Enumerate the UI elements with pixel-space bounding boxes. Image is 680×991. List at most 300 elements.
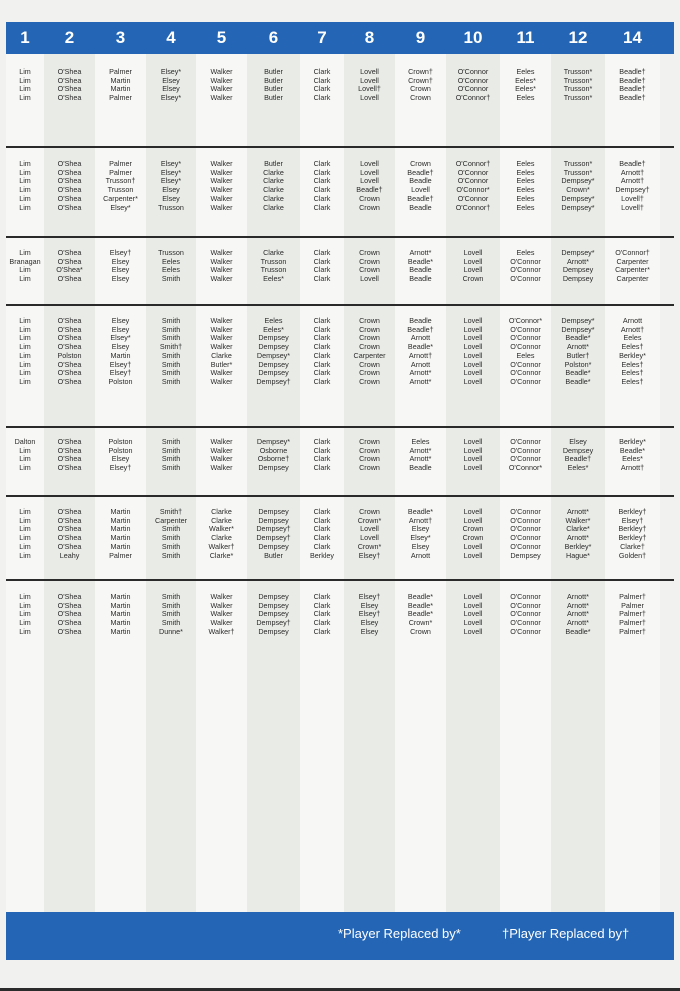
player-cell: Crown [359, 463, 380, 473]
player-cell: Lim [19, 265, 31, 275]
player-cell: O'Connor [510, 324, 541, 334]
player-cell: Elsey [111, 454, 130, 464]
player-cell: Clark [313, 75, 331, 85]
player-cell: Butler* [210, 359, 233, 369]
player-cell: Eeles [516, 193, 535, 203]
player-cell: Walker [210, 248, 233, 257]
player-cell: Lim [19, 454, 31, 464]
player-cell: Clarke [211, 515, 232, 525]
player-cell: O'Shea [57, 84, 82, 94]
player-cell: Smith [161, 550, 181, 560]
player-cell: O'Connor [510, 618, 541, 628]
player-cell: Elsey† [109, 368, 132, 378]
player-cell: Dempsey [258, 463, 289, 473]
lineup-page [6, 22, 674, 960]
lineup-row [6, 593, 674, 601]
player-cell: Dempsey [510, 550, 541, 560]
player-cell: Smith [161, 454, 181, 464]
player-cell: O'Connor [457, 75, 489, 85]
player-cell: Clark [313, 507, 331, 516]
player-cell: Lim [19, 274, 31, 284]
player-cell: Lovell [463, 350, 483, 360]
player-cell: Beadle† [407, 193, 434, 203]
player-cell: Lim [19, 376, 31, 386]
player-cell: Trusson* [563, 159, 593, 168]
player-cell: O'Connor* [508, 463, 543, 473]
player-cell: Beadle† [356, 185, 383, 195]
player-cell: Clarke [211, 533, 232, 543]
player-cell: Lim [19, 75, 31, 85]
player-cell: O'Connor [510, 445, 541, 455]
player-cell: Elsey* [160, 167, 182, 177]
player-cell: O'Shea [57, 533, 82, 543]
player-cell: Smith [161, 359, 181, 369]
player-cell: Lim [19, 84, 31, 94]
column-number: 11 [516, 28, 535, 47]
player-cell: Eeles† [621, 342, 644, 352]
player-cell: O'Connor [457, 84, 489, 94]
player-cell: Crown [359, 316, 380, 325]
player-cell: Palmer [109, 93, 132, 103]
player-cell: Lim [19, 533, 31, 543]
player-cell: Lovell [463, 626, 483, 636]
lineup-row [6, 68, 674, 76]
player-cell: Eeles* [263, 324, 284, 334]
player-cell: Clark [313, 600, 331, 610]
column-number-header [6, 22, 674, 54]
player-cell: Crown [410, 84, 431, 94]
player-cell: O'Shea [57, 248, 82, 257]
player-cell: O'Connor [510, 626, 541, 636]
player-cell: Berkley [310, 550, 334, 560]
player-cell: Clarke* [209, 550, 234, 560]
column-number: 1 [20, 28, 30, 47]
lineup-row [6, 94, 674, 102]
player-cell: Eeles* [515, 84, 536, 94]
player-cell: Arnott [410, 359, 431, 369]
player-cell: Lovell [360, 533, 379, 543]
player-cell: Dunne* [159, 626, 183, 636]
lineup-row [6, 628, 674, 636]
player-cell: Elsey [569, 437, 587, 446]
player-cell: Eeles [264, 316, 283, 325]
player-cell: Clarke* [566, 524, 590, 534]
player-cell: Elsey† [358, 592, 381, 601]
player-cell: Lovell [463, 333, 483, 343]
player-cell: Smith [161, 445, 181, 455]
player-cell: Dempsey* [561, 316, 595, 325]
player-cell: Carpenter [155, 515, 187, 525]
player-cell: Beadle* [619, 445, 646, 455]
player-cell: Lim [19, 368, 31, 378]
player-cell: Crown [359, 324, 380, 334]
player-cell: Martin [110, 626, 131, 636]
player-cell: Palmer [109, 550, 132, 560]
player-cell: Berkley† [618, 507, 647, 516]
player-cell: Beadle* [565, 333, 591, 343]
player-cell: Dempsey [562, 265, 594, 275]
player-cell: Lim [19, 167, 31, 177]
player-cell: Lim [19, 550, 31, 560]
player-cell: Clark [313, 324, 331, 334]
player-cell: Walker [210, 93, 233, 103]
player-cell: O'Connor [510, 507, 541, 516]
player-cell: Walker [210, 618, 233, 628]
player-cell: Palmer [621, 600, 644, 610]
player-cell: Lovell [463, 515, 483, 525]
player-cell: O'Shea [57, 342, 82, 352]
player-cell: Walker [210, 445, 233, 455]
player-cell: Elsey† [358, 609, 381, 619]
player-cell: Smith [161, 437, 181, 446]
player-cell: Arnott† [408, 350, 433, 360]
player-cell: Walker [210, 324, 233, 334]
player-cell: O'Shea [57, 454, 82, 464]
player-cell: O'Shea [57, 524, 82, 534]
player-cell: Elsey [360, 626, 379, 636]
player-cell: Lovell [463, 256, 483, 266]
player-cell: Martin [110, 515, 131, 525]
player-cell: O'Connor [510, 376, 541, 386]
player-cell: Beadle* [407, 256, 434, 266]
player-cell: O'Shea [57, 193, 82, 203]
player-cell: O'Connor [510, 359, 541, 369]
player-cell: Beadle [409, 316, 432, 325]
player-cell: O'Shea [57, 176, 82, 186]
player-cell: Crown [462, 524, 484, 534]
player-cell: Walker [210, 176, 233, 186]
player-cell: Walker† [208, 626, 235, 636]
player-cell: Clark [313, 185, 331, 195]
match-group [6, 580, 674, 940]
player-cell: O'Shea [57, 515, 82, 525]
player-cell: O'Connor [457, 193, 489, 203]
player-cell: Lim [19, 618, 31, 628]
player-cell: Butler [264, 93, 283, 103]
player-cell: Elsey† [358, 550, 381, 560]
match-group [6, 496, 674, 580]
player-cell: Eeles [516, 248, 535, 257]
player-cell: Clark [313, 533, 331, 543]
player-cell: Walker [210, 368, 233, 378]
player-cell: Golden† [618, 550, 647, 560]
player-cell: O'Shea [57, 600, 82, 610]
player-cell: Crown [410, 626, 431, 636]
player-cell: O'Shea* [56, 265, 83, 275]
player-cell: O'Shea [57, 274, 82, 284]
player-cell: O'Connor [510, 592, 541, 601]
player-cell: Arnott* [567, 618, 589, 628]
player-cell: Palmer† [619, 592, 646, 601]
player-cell: Eeles [516, 202, 535, 212]
player-cell: Elsey* [160, 93, 182, 103]
player-cell: Smith [161, 316, 181, 325]
player-cell: O'Shea [57, 75, 82, 85]
player-cell: Lovell [463, 592, 483, 601]
player-cell: O'Shea [57, 316, 82, 325]
player-cell: Arnott* [567, 342, 589, 352]
lineup-row [6, 204, 674, 212]
player-cell: Carpenter* [615, 265, 650, 275]
player-cell: Martin [110, 75, 131, 85]
player-cell: O'Shea [57, 376, 82, 386]
player-cell: Walker [210, 167, 233, 177]
player-cell: Lim [19, 592, 31, 601]
player-cell: Martin [110, 609, 131, 619]
player-cell: Osborne† [257, 454, 290, 464]
player-cell: O'Connor [510, 600, 541, 610]
column-number: 5 [216, 28, 227, 47]
player-cell: O'Shea [57, 507, 82, 516]
player-cell: Walker* [565, 515, 591, 525]
player-cell: O'Shea [57, 67, 82, 76]
player-cell: O'Connor [510, 515, 541, 525]
player-cell: Elsey* [110, 202, 131, 212]
player-cell: Beadle* [407, 600, 434, 610]
column-number: 12 [568, 28, 588, 47]
player-cell: Lim [19, 541, 31, 551]
player-cell: Dempsey [258, 609, 289, 619]
match-group [6, 305, 674, 427]
player-cell: Clark [313, 541, 331, 551]
player-cell: Crown [359, 445, 380, 455]
player-cell: Crown [359, 193, 380, 203]
player-cell: Clark [313, 515, 331, 525]
player-cell: Eeles [516, 350, 535, 360]
player-cell: Lovell [463, 265, 483, 275]
player-cell: Clarke [263, 193, 284, 203]
player-cell: Eeles* [515, 75, 536, 85]
lineup-row [6, 438, 674, 446]
player-cell: Walker [210, 159, 233, 168]
player-cell: Walker [210, 185, 233, 195]
player-cell: Polston [108, 376, 133, 386]
player-cell: Elsey* [110, 333, 131, 343]
player-cell: Elsey [111, 316, 130, 325]
player-cell: O'Shea [57, 167, 82, 177]
player-cell: Elsey [360, 600, 379, 610]
player-cell: Arnott* [409, 248, 432, 257]
player-cell: Elsey [162, 193, 180, 203]
player-cell: Walker [210, 437, 233, 446]
player-cell: O'Shea [57, 93, 82, 103]
player-cell: Lim [19, 176, 31, 186]
player-cell: Lim [19, 324, 31, 334]
player-cell: Eeles* [263, 274, 284, 284]
player-cell: O'Connor [510, 342, 541, 352]
player-cell: Clark [313, 265, 331, 275]
player-cell: Arnott† [620, 176, 645, 186]
player-cell: Eeles† [621, 368, 644, 378]
player-cell: Carpenter* [103, 193, 138, 203]
player-cell: Arnott† [620, 463, 645, 473]
player-cell: Dempsey† [615, 185, 650, 195]
player-cell: O'Shea [57, 609, 82, 619]
player-cell: Eeles† [621, 376, 644, 386]
player-cell: Lim [19, 350, 31, 360]
player-cell: Eeles [623, 333, 642, 343]
player-cell: Beadle† [619, 93, 646, 103]
player-cell: Dalton [14, 437, 36, 446]
player-cell: Smith† [159, 342, 183, 352]
player-cell: Clarke [263, 176, 284, 186]
player-cell: Dempsey* [256, 350, 291, 360]
column-number: 14 [623, 28, 642, 47]
player-cell: Eeles [516, 176, 535, 186]
player-cell: Walker [210, 463, 233, 473]
player-cell: O'Shea [57, 359, 82, 369]
player-cell: O'Connor [457, 167, 489, 177]
player-cell: Walker [210, 274, 233, 284]
player-cell: Arnott* [567, 600, 589, 610]
player-cell: O'Connor† [615, 248, 650, 257]
player-cell: Elsey* [160, 159, 182, 168]
player-cell: Dempsey* [561, 176, 595, 186]
player-cell: O'Connor† [455, 159, 491, 168]
player-cell: Clark [313, 202, 331, 212]
player-cell: Lim [19, 202, 31, 212]
player-cell: Crown [359, 248, 380, 257]
player-cell: Trusson* [563, 84, 593, 94]
player-cell: Trusson† [105, 176, 136, 186]
player-cell: Berkley* [619, 350, 646, 360]
player-cell: Lim [19, 359, 31, 369]
player-cell: Walker [210, 256, 233, 266]
player-cell: Eeles [516, 93, 535, 103]
player-cell: Trusson* [563, 67, 593, 76]
player-cell: Osborne [259, 445, 288, 455]
player-cell: Beadle† [619, 67, 646, 76]
player-cell: O'Connor* [508, 316, 543, 325]
player-cell: Clark [313, 626, 331, 636]
player-cell: Clark [313, 359, 331, 369]
player-cell: Martin [110, 84, 131, 94]
player-cell: Clarke [211, 507, 232, 516]
player-cell: Dempsey [258, 507, 289, 516]
player-cell: Arnott* [567, 609, 589, 619]
player-cell: Polston [108, 437, 133, 446]
player-cell: Arnott [410, 550, 431, 560]
player-cell: Lovell [463, 618, 483, 628]
player-cell: Beadle* [407, 507, 434, 516]
player-cell: Smith† [159, 507, 183, 516]
player-cell: Lovell [463, 376, 483, 386]
player-cell: Lovell [463, 463, 483, 473]
player-cell: Beadle† [619, 159, 646, 168]
player-cell: Trusson [260, 265, 287, 275]
player-cell: Arnott* [409, 368, 432, 378]
player-cell: Beadle† [407, 167, 434, 177]
player-cell: Crown [410, 93, 431, 103]
player-cell: Beadle† [619, 75, 646, 85]
player-cell: O'Connor [457, 67, 489, 76]
player-cell: Lovell [463, 550, 483, 560]
player-cell: Lim [19, 193, 31, 203]
player-cell: Clarke [263, 202, 284, 212]
player-cell: Crown [359, 437, 380, 446]
player-cell: Lim [19, 159, 31, 168]
column-number: 4 [166, 28, 176, 47]
player-cell: O'Connor [510, 256, 541, 266]
player-cell: Butler [264, 159, 283, 168]
player-cell: Clark [313, 167, 331, 177]
player-cell: Lim [19, 463, 31, 473]
player-cell: Clark [313, 592, 331, 601]
player-cell: Walker [210, 333, 233, 343]
player-cell: Crown [410, 159, 431, 168]
player-cell: Leahy [59, 550, 80, 560]
player-cell: Crown [359, 454, 380, 464]
player-cell: Clark [313, 445, 331, 455]
player-cell: Trusson* [563, 93, 593, 103]
player-cell: O'Connor [510, 533, 541, 543]
player-cell: Hague* [566, 550, 590, 560]
player-cell: Clark [313, 176, 331, 186]
player-cell: Walker† [208, 541, 235, 551]
player-cell: Elsey [111, 342, 130, 352]
player-cell: Arnott† [620, 324, 645, 334]
player-cell: Beadle* [565, 626, 591, 636]
player-cell: Clark [313, 454, 331, 464]
player-cell: Clark [313, 67, 331, 76]
player-cell: O'Shea [57, 618, 82, 628]
player-cell: Walker* [209, 524, 234, 534]
player-cell: Crown* [408, 618, 433, 628]
player-cell: Dempsey [258, 626, 289, 636]
lineup-row [6, 343, 674, 351]
player-cell: Palmer† [619, 609, 646, 619]
player-cell: Elsey† [109, 359, 132, 369]
player-cell: Smith [161, 541, 181, 551]
player-cell: Dempsey* [256, 437, 291, 446]
player-cell: Palmer† [619, 626, 646, 636]
player-cell: Lovell [463, 359, 483, 369]
lineup-row [6, 275, 674, 283]
player-cell: Carpenter [616, 274, 649, 284]
player-cell: O'Shea [57, 185, 82, 195]
player-cell: Lovell [360, 524, 379, 534]
player-cell: Lovell [360, 176, 379, 186]
player-cell: Eeles [516, 185, 535, 195]
lineup-row [6, 249, 674, 257]
player-cell: Martin [110, 600, 131, 610]
player-cell: Eeles [411, 437, 430, 446]
player-cell: Lovell [360, 93, 379, 103]
player-cell: Dempsey† [256, 376, 291, 386]
player-cell: Crown† [408, 67, 433, 76]
player-cell: O'Connor† [455, 93, 491, 103]
player-cell: Walker [210, 193, 233, 203]
player-cell: Crown [359, 359, 380, 369]
player-cell: O'Connor [510, 368, 541, 378]
player-cell: Smith [161, 463, 181, 473]
player-cell: O'Connor [510, 437, 541, 446]
player-cell: Martin [110, 350, 131, 360]
player-cell: Clark [313, 524, 331, 534]
player-cell: Beadle* [565, 376, 591, 386]
player-cell: Lovell [463, 342, 483, 352]
player-cell: Lovell [463, 600, 483, 610]
player-cell: Clarke [211, 350, 232, 360]
player-cell: Clarke [263, 185, 284, 195]
player-cell: Elsey* [160, 176, 182, 186]
player-cell: Clark [313, 274, 331, 284]
player-cell: Dempsey [258, 333, 289, 343]
player-cell: Crown* [357, 515, 382, 525]
player-cell: Clark [313, 84, 331, 94]
player-cell: Lovell [463, 541, 483, 551]
player-cell: Dempsey [562, 445, 594, 455]
